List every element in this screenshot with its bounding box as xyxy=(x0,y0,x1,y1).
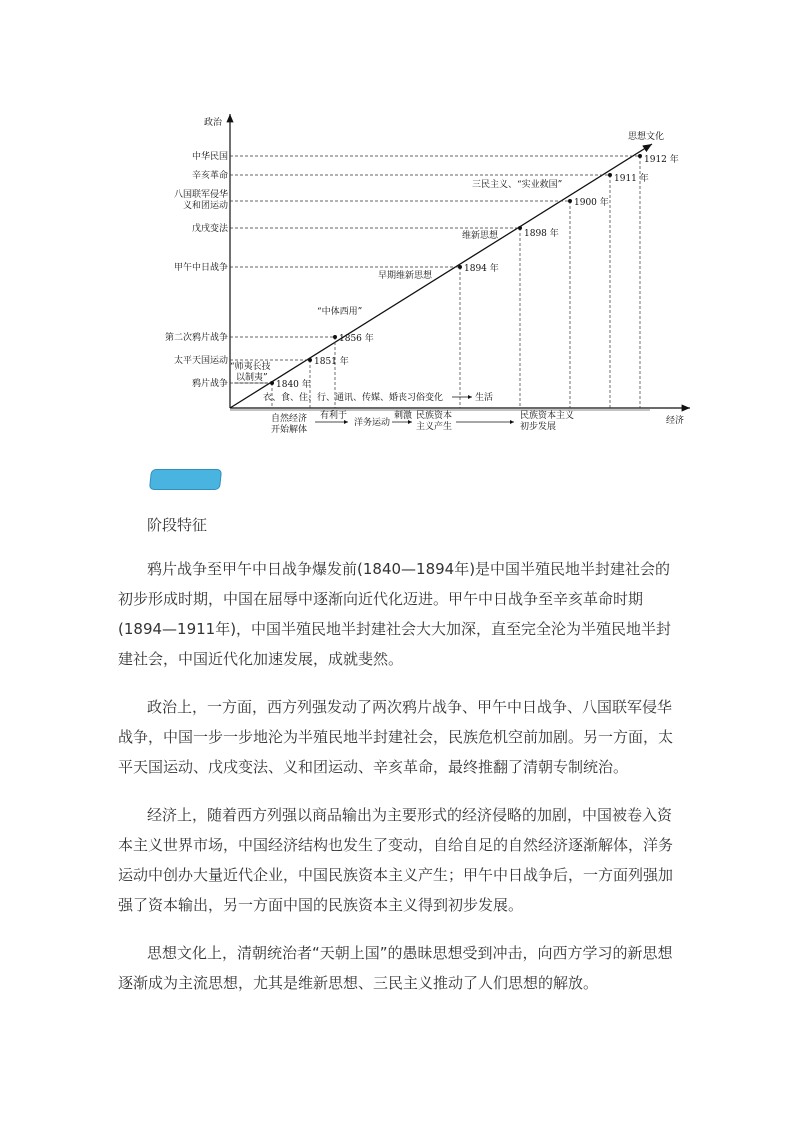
point-1898 xyxy=(518,226,522,230)
politics-label-wuxu: 戊戌变法 xyxy=(191,224,228,234)
year-label-1894: 1894 年 xyxy=(464,264,499,274)
economy-national-1: 民族资本 xyxy=(416,411,453,421)
section-badge xyxy=(149,469,222,490)
year-label-1840: 1840 年 xyxy=(276,380,311,390)
progress-line xyxy=(230,144,652,408)
thought-label-shiyi-2: 以制夷” xyxy=(236,373,268,383)
politics-label-eight-nation: 八国联军侵华 xyxy=(173,190,228,200)
point-1900 xyxy=(568,199,572,203)
economy-stimulate: 刺激 xyxy=(394,411,413,421)
economy-westernization: 洋务运动 xyxy=(354,418,391,428)
culture-label: 思想文化 xyxy=(628,132,665,142)
thought-label-shiyi-1: “师夷长技 xyxy=(230,362,271,372)
politics-label-second-opium: 第二次鸦片战争 xyxy=(164,333,228,343)
point-1856 xyxy=(333,335,337,339)
modern-china-timeline-diagram xyxy=(150,108,710,438)
y-axis-label: 政治 xyxy=(204,118,223,128)
paragraph-culture: 思想文化上，清朝统治者“天朝上国”的愚昧思想受到冲击，向西方学习的新思想逐渐成为主流思想，尤其是维新思想、三民主义推动了人们思想的解放。 xyxy=(118,944,673,992)
economy-natural-2: 开始解体 xyxy=(271,425,308,435)
thought-label-reform: 维新思想 xyxy=(462,231,499,241)
thought-label-early-reform: 早期维新思想 xyxy=(378,271,433,281)
economy-beneficial: 有利于 xyxy=(320,411,348,421)
thought-label-sanmin: 三民主义、“实业救国” xyxy=(472,180,563,190)
politics-label-jiawu: 甲午中日战争 xyxy=(173,263,228,273)
point-1911 xyxy=(608,173,612,177)
point-1912 xyxy=(638,154,642,158)
year-label-1912: 1912 年 xyxy=(644,155,679,165)
year-label-1911: 1911 年 xyxy=(614,174,649,184)
economy-developed-2: 初步发展 xyxy=(520,422,557,432)
year-label-1851: 1851 年 xyxy=(314,357,349,367)
paragraph-economy: 经济上，随着西方列强以商品输出为主要形式的经济侵略的加剧，中国被卷入资本主义世界市场，中国经济结构也发生了变动，自给自足的自然经济逐渐解体，洋务运动中创办大量近代企业，中国民族资本主义产生；甲午中日战争后，一方面列强加强了资本输出，另一方面中国的民族资本主义得到初步发展。 xyxy=(118,806,674,914)
point-1894 xyxy=(458,265,462,269)
x-axis-label: 经济 xyxy=(666,416,685,426)
economy-national-2: 主义产生 xyxy=(416,422,453,432)
politics-label-taiping: 太平天国运动 xyxy=(173,356,228,366)
paragraph-politics: 政治上，一方面，西方列强发动了两次鸦片战争、甲午中日战争、八国联军侵华战争，中国一步一步地沦为半殖民地半封建社会，民族危机空前加剧。另一方面，太平天国运动、戊戌变法、义和团运动、辛亥革命，最终推翻了清朝专制统治。 xyxy=(118,698,674,776)
politics-label-opium: 鸦片战争 xyxy=(191,379,228,389)
point-1840 xyxy=(270,381,274,385)
economy-natural-1: 自然经济 xyxy=(271,414,308,424)
politics-label-xinhai: 辛亥革命 xyxy=(191,171,228,181)
politics-label-roc: 中华民国 xyxy=(191,152,228,162)
politics-label-boxer: 义和团运动 xyxy=(182,201,228,211)
society-changes-label: 衣、食、住、行、通讯、传媒、婚丧习俗变化 xyxy=(263,393,444,403)
economy-developed-1: 民族资本主义 xyxy=(520,411,575,421)
year-label-1898: 1898 年 xyxy=(524,229,559,239)
society-life-label: 生活 xyxy=(475,393,494,403)
year-label-1900: 1900 年 xyxy=(574,198,609,208)
section-heading: 阶段特征 xyxy=(147,516,208,534)
thought-label-zhongti: “中体西用” xyxy=(317,307,363,317)
year-label-1856: 1856 年 xyxy=(339,334,374,344)
point-1851 xyxy=(308,358,312,362)
paragraph-overview: 鸦片战争至甲午中日战争爆发前(1840—1894年)是中国半殖民地半封建社会的初步形成时期，中国在屈辱中逐渐向近代化迈进。甲午中日战争至辛亥革命时期(1894—1911年)，中国半殖民地半封建社会大大加深，直至完全沦为半殖民地半封建社会，中国近代化加速发展，成就斐然。 xyxy=(118,560,672,668)
